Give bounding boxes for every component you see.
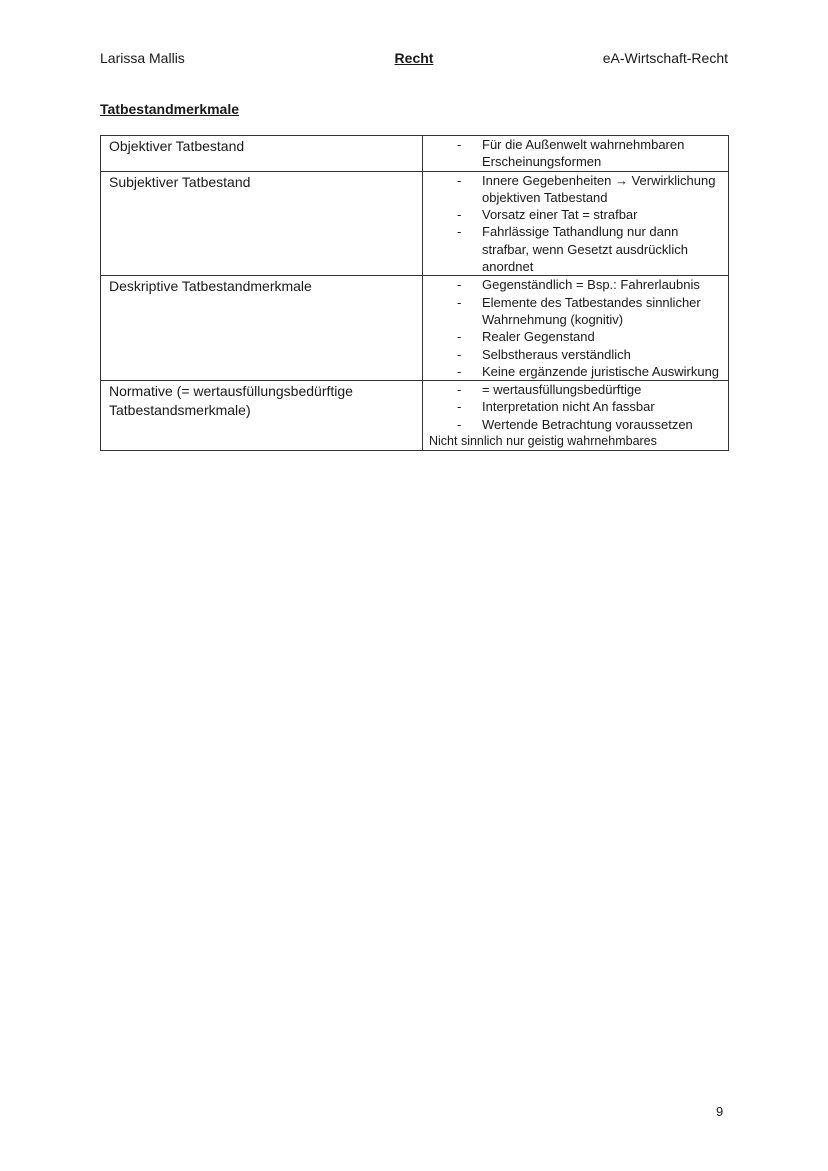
- bullet-list: [429, 136, 724, 171]
- description-cell: [423, 276, 729, 381]
- criteria-table: [100, 135, 729, 451]
- term-cell: Subjektiver Tatbestand: [101, 171, 423, 276]
- header-author: Larissa Mallis: [100, 50, 185, 66]
- description-cell: [423, 136, 729, 172]
- bullet-list: [429, 172, 724, 276]
- description-cell: [423, 381, 729, 451]
- list-item: - Keine ergänzende juristische Auswirkung: [429, 363, 724, 380]
- table-row: [101, 276, 729, 381]
- page-number: 9: [716, 1104, 724, 1119]
- term-cell: Deskriptive Tatbestandmerkmale: [101, 276, 423, 381]
- list-item: - = wertausfüllungsbedürftige: [429, 381, 724, 398]
- list-item: - Realer Gegenstand: [429, 328, 724, 345]
- list-item: - Vorsatz einer Tat = strafbar: [429, 206, 724, 223]
- list-item: - Interpretation nicht An fassbar: [429, 398, 724, 415]
- header-course: eA-Wirtschaft-Recht: [602, 50, 728, 66]
- list-item: - Wertende Betrachtung voraussetzen: [429, 416, 724, 433]
- trailing-note: Nicht sinnlich nur geistig wahrnehmbares: [429, 434, 657, 449]
- term-cell: Objektiver Tatbestand: [101, 136, 423, 172]
- term-cell: Normative (= wertausfüllungsbedürftige Tatbestandsmerkmale): [101, 381, 423, 451]
- bullet-list: [429, 381, 724, 433]
- list-item: - Gegenständlich = Bsp.: Fahrerlaubnis: [429, 276, 724, 293]
- header-subject: Recht: [394, 50, 434, 66]
- section-title: Tatbestandmerkmale: [100, 101, 240, 117]
- table-row: [101, 136, 729, 172]
- list-item: - Innere Gegebenheiten → Verwirklichung objektiven Tatbestand: [429, 172, 724, 207]
- list-item: - Elemente des Tatbestandes sinnlicher Wahrnehmung (kognitiv): [429, 294, 724, 329]
- description-cell: [423, 171, 729, 276]
- list-item: - Für die Außenwelt wahrnehmbaren Erscheinungsformen: [429, 136, 724, 171]
- table-row: [101, 171, 729, 276]
- bullet-list: [429, 276, 724, 380]
- list-item: - Selbstheraus verständlich: [429, 346, 724, 363]
- page-header: [100, 50, 728, 70]
- list-item: - Fahrlässige Tathandlung nur dann strafbar, wenn Gesetzt ausdrücklich anordnet: [429, 223, 724, 275]
- table-row: [101, 381, 729, 451]
